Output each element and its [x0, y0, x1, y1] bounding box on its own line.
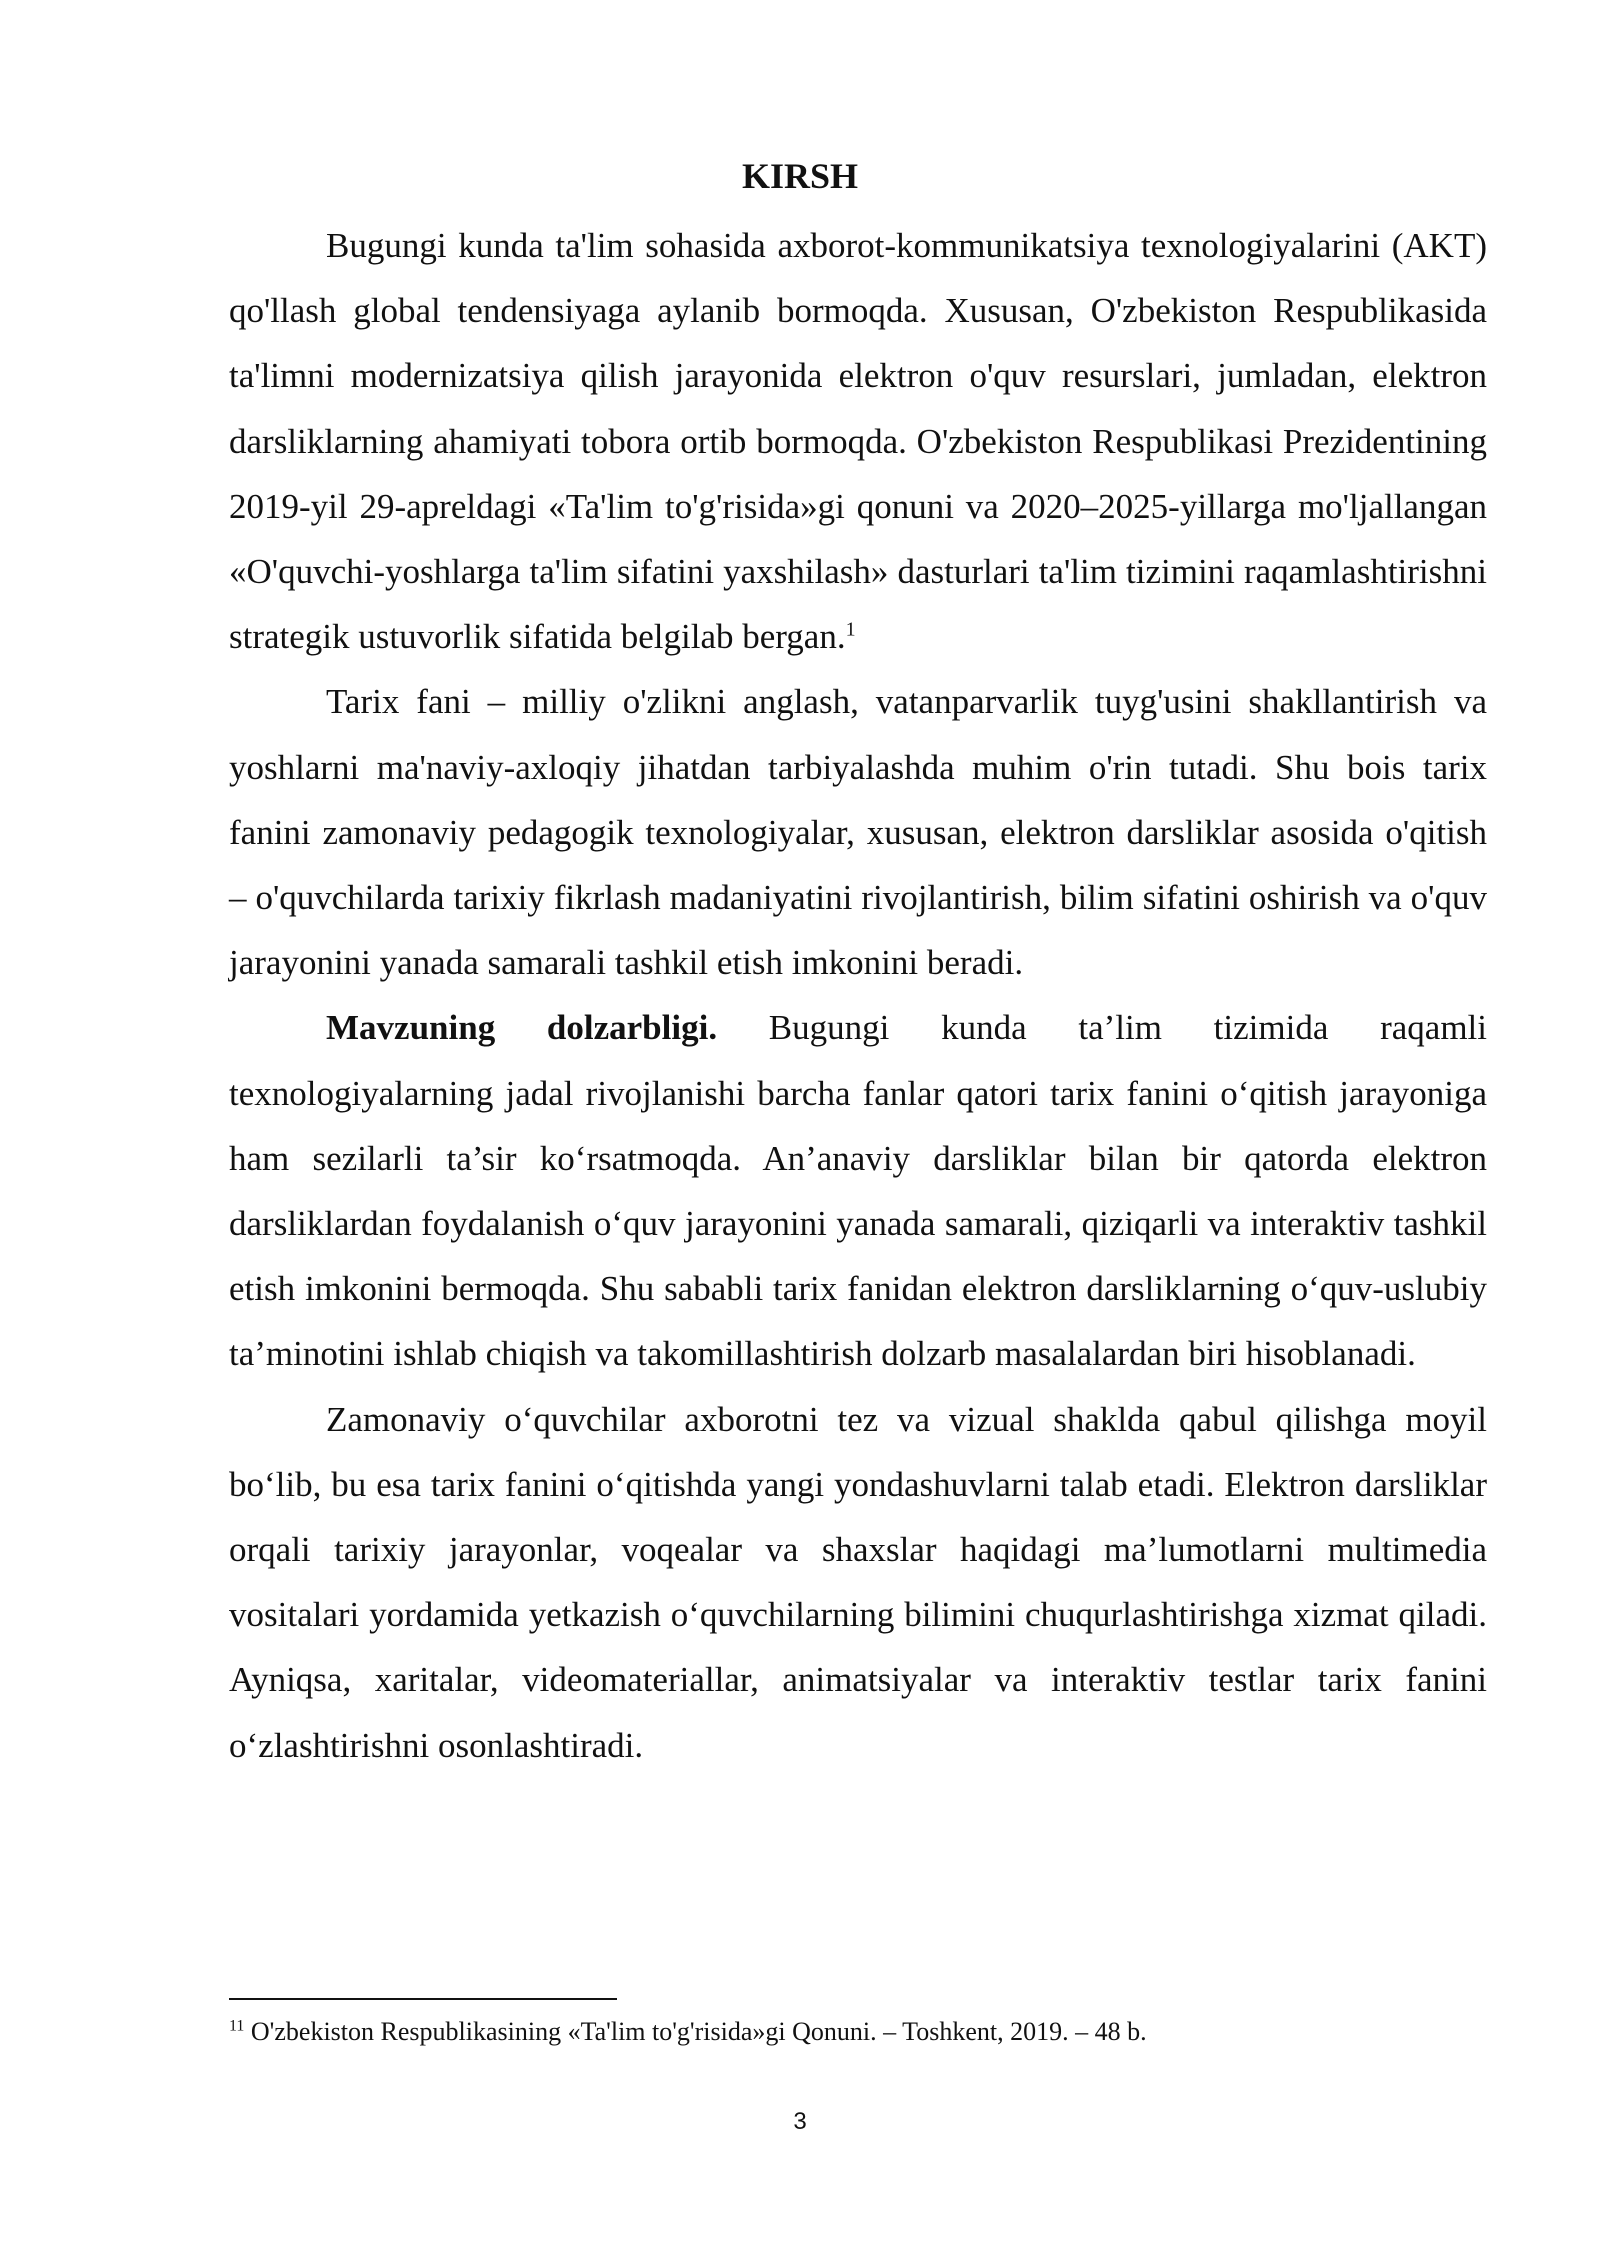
page-title: KIRSH	[741, 156, 859, 196]
footnote-reference[interactable]: 1	[845, 618, 856, 641]
paragraph-modern-students	[229, 1387, 1487, 1778]
body-text	[229, 213, 1487, 1778]
page-number: 3	[793, 2108, 807, 2135]
footnote	[229, 2014, 1487, 2050]
paragraph-relevance	[229, 995, 1487, 1386]
paragraph-text: Zamonaviy o‘quvchilar axborotni tez va vizual shaklda qabul qilishga moyil bo‘lib, bu esa tarix fanini o‘qitishda yangi yondashuvlarni talab etadi. Elektron darsliklar orqali tarixiy jarayonlar, voqealar va shaxslar haqidagi ma’lumotlarni multimedia vositalari yordamida yetkazish o‘quvchilarning bilimini chuqurlashtirishga xizmat qiladi. Ayniqsa, xaritalar, videomateriallar, animatsiyalar va interaktiv testlar tarix fanini o‘zlashtirishni osonlashtiradi.	[229, 1399, 1487, 1765]
footnote-marker: 11	[229, 2017, 245, 2035]
paragraph-intro	[229, 213, 1487, 669]
paragraph-history	[229, 669, 1487, 995]
paragraph-text: Bugungi kunda ta'lim sohasida axborot-kommunikatsiya texnologiyalarini (AKT) qo'llash global tendensiyaga aylanib bormoqda. Xususan, O'zbekiston Respublikasida ta'limni modernizatsiya qilish jarayonida elektron o'quv resurslari, jumladan, elektron darsliklarning ahamiyati tobora ortib bormoqda. O'zbekiston Respublikasi Prezidentining 2019-yil 29-apreldagi «Ta'lim to'g'risida»gi qonuni va 2020–2025-yillarga mo'ljallangan «O'quvchi-yoshlarga ta'lim sifatini yaxshilash» dasturlari ta'lim tizimini raqamlashtirishni strategik ustuvorlik sifatida belgilab bergan.	[229, 226, 1487, 657]
footnote-text: O'zbekiston Respublikasining «Ta'lim to'g'risida»gi Qonuni. – Toshkent, 2019. – 48 b.	[244, 2017, 1147, 2046]
paragraph-text: Tarix fani – milliy o'zlikni anglash, vatanparvarlik tuyg'usini shakllantirish va yoshlarni ma'naviy-axloqiy jihatdan tarbiyalashda muhim o'rin tutadi. Shu bois tarix fanini zamonaviy pedagogik texnologiyalar, xususan, elektron darsliklar asosida o'qitish – o'quvchilarda tarixiy fikrlash madaniyatini rivojlantirish, bilim sifatini oshirish va o'quv jarayonini yanada samarali tashkil etish imkonini beradi.	[229, 682, 1487, 983]
footnote-divider	[229, 1998, 617, 2000]
paragraph-text: Bugungi kunda ta’lim tizimida raqamli texnologiyalarning jadal rivojlanishi barcha fanlar qatori tarix fanini o‘qitish jarayoniga ham sezilarli ta’sir ko‘rsatmoqda. An’anaviy darsliklar bilan bir qatorda elektron darsliklardan foydalanish o‘quv jarayonini yanada samarali, qiziqarli va interaktiv tashkil etish imkonini bermoqda. Shu sababli tarix fanidan elektron darsliklarning o‘quv-uslubiy ta’minotini ishlab chiqish va takomillashtirish dolzarb masalalardan biri hisoblanadi.	[229, 1008, 1488, 1374]
paragraph-lead: Mavzuning dolzarbligi.	[326, 1008, 718, 1048]
